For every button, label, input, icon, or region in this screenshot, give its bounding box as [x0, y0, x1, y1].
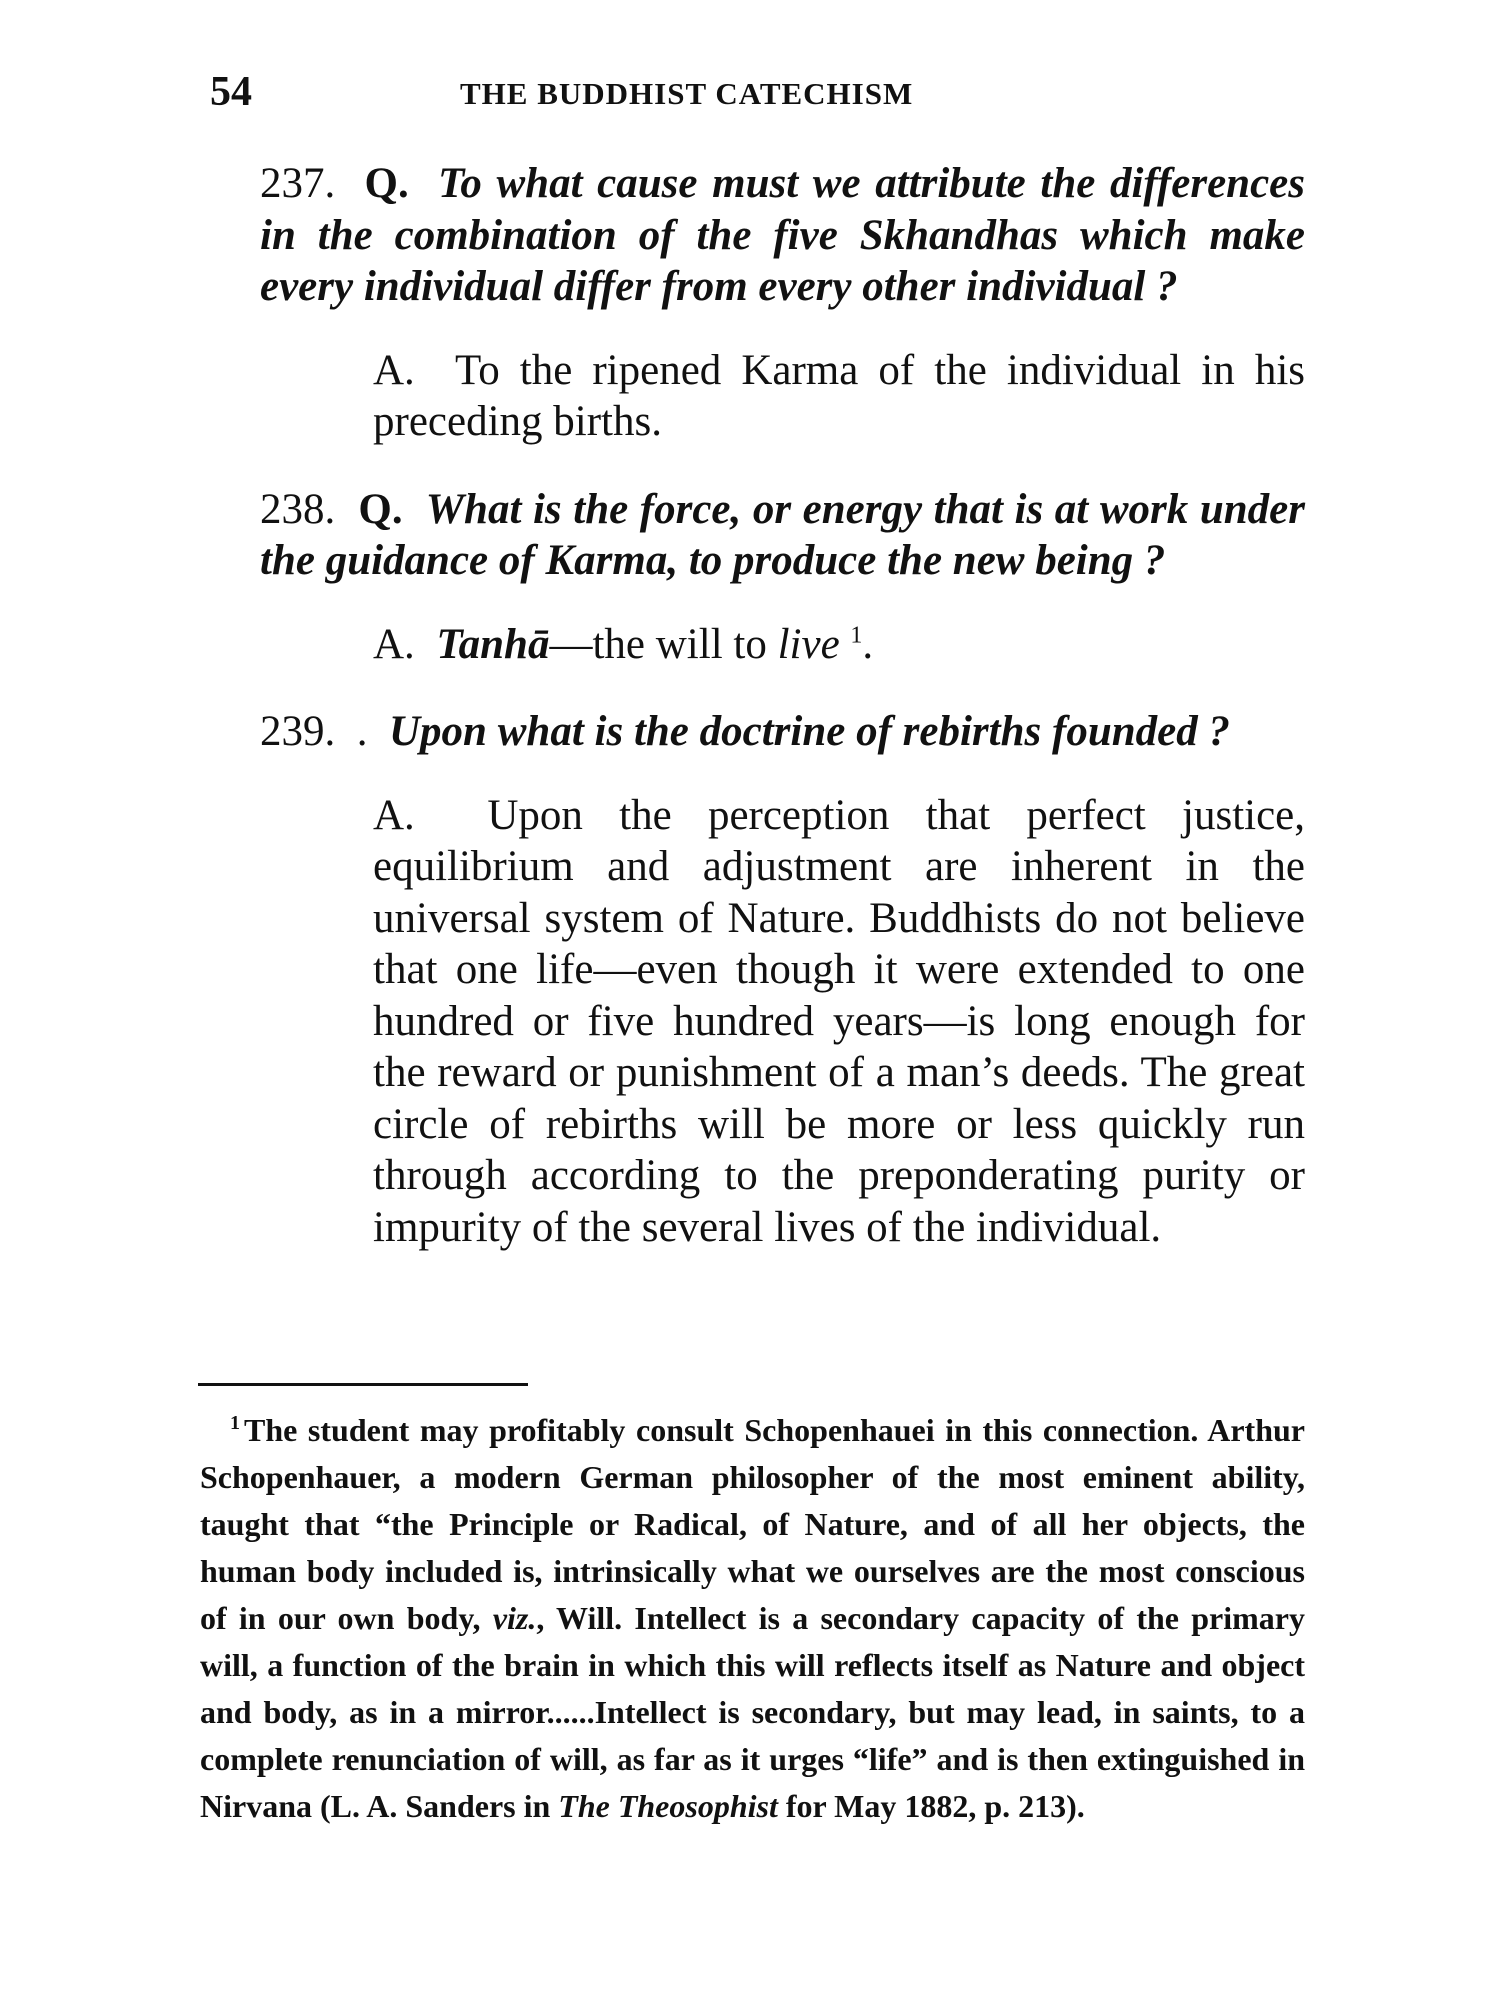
footnote-part-2: , Will. Intellect is a secondary capacity of the primary will, a function of the brain in which this will reflects itself as Nature and object and body, as in a mirror......Intellect is secondary, but may lead, in saints, to a complete renunciation of will, as far as it urges “life” and is then extinguished in Nirvana (L. A. Sanders in: [200, 1600, 1306, 1824]
answer-237: [205, 345, 1305, 448]
answer-period: .: [862, 620, 874, 668]
question-text: Upon what is the doctrine of rebirths founded ?: [389, 708, 1230, 755]
question-text: What is the force, or energy that is at work under the guidance of Karma, to produce the new being ?: [260, 485, 1305, 584]
answer-emphasis: live: [777, 620, 840, 668]
footnote-reference: 1: [850, 622, 863, 649]
question-237: [205, 158, 1305, 313]
answer-marker: A.: [373, 620, 415, 668]
footnote: [200, 1407, 1305, 1830]
answer-239: [205, 790, 1305, 1254]
question-marker: .: [356, 708, 368, 755]
answer-text: To the ripened Karma of the individual in his preceding births.: [373, 346, 1305, 445]
page-number: 54: [210, 69, 252, 115]
footnote-part-1: The student may profitably consult Schopenhauei in this connection. Arthur Schopenhauer, a modern German philosopher of the most eminent ability, taught that “the Principle or Radical, of Nature, and of all her objects, the human body included is, intrinsically what we ourselves are the most conscious of in our own body,: [200, 1412, 1305, 1636]
question-number: 238.: [260, 485, 336, 533]
question-number: 237.: [260, 160, 336, 207]
question-number: 239.: [260, 708, 336, 755]
answer-text: Upon the perception that perfect justice, equilibrium and adjustment are inherent in the universal system of Nature. Buddhists do not believe that one life—even though it were extended to one hundred or five hundred years—is long enough for the reward or punishment of a man’s deeds. The great circle of rebirths will be more or less quickly run through according to the preponderating purity or impurity of the several lives of the individual.: [373, 791, 1306, 1251]
footnote-viz: viz.: [492, 1600, 537, 1636]
answer-text: —the will to: [549, 620, 778, 668]
question-238: [205, 484, 1305, 587]
footnote-marker: 1: [230, 1412, 240, 1435]
answer-term: Tanhā: [436, 620, 550, 668]
footnote-separator: [198, 1383, 528, 1386]
footnote-part-3: for May 1882, p. 213).: [777, 1788, 1085, 1824]
catechism-body: [205, 158, 1305, 1253]
question-text: To what cause must we attribute the differences in the combination of the five Skhandhas which make every individual differ from every other individual ?: [260, 160, 1305, 310]
answer-238: [205, 619, 1305, 671]
footnote-text: [200, 1407, 1305, 1830]
question-239: [205, 706, 1305, 758]
running-title: THE BUDDHIST CATECHISM: [460, 76, 914, 111]
page-header: [210, 62, 1300, 122]
question-marker: Q.: [364, 160, 409, 207]
answer-marker: A.: [373, 791, 415, 839]
question-marker: Q.: [358, 485, 403, 533]
footnote-journal-title: The Theosophist: [558, 1788, 778, 1824]
answer-marker: A.: [373, 346, 415, 394]
